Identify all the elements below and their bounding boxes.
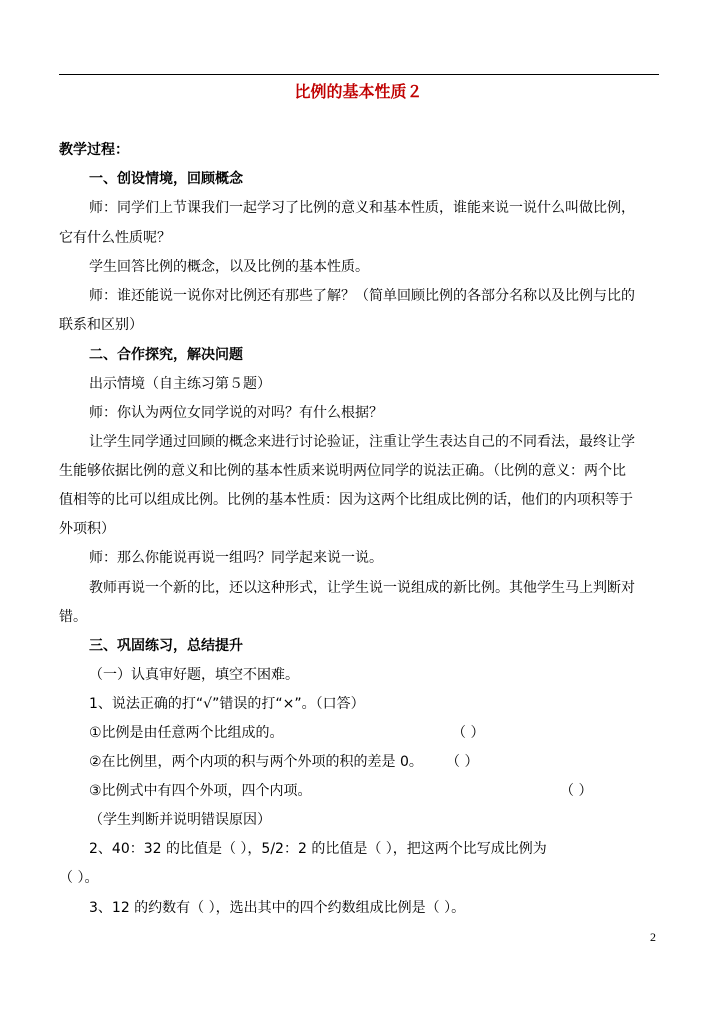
answer-blank: （ ）	[560, 783, 593, 799]
paragraph-line: 教师再说一个新的比，还以这种形式，让学生说一说组成的新比例。其他学生马上判断对	[89, 580, 635, 596]
exercise-question-2: 2、40：32 的比值是（ ），5/2：2 的比值是（ ），把这两个比写成比例为	[89, 841, 547, 857]
exercise-item: ①比例是由任意两个比组成的。	[89, 725, 284, 741]
paragraph-line: 值相等的比可以组成比例。比例的基本性质：因为这两个比组成比例的话，他们的内项积等于	[59, 492, 633, 508]
paragraph-line: 外项积）	[59, 521, 115, 537]
answer-blank: （ ）	[446, 754, 479, 770]
page-number: 2	[650, 930, 656, 944]
answer-blank: （ ）	[452, 725, 485, 741]
paragraph-line: 师：你认为两位女同学说的对吗？有什么根据？	[89, 405, 383, 421]
section-heading-3: 三、巩固练习，总结提升	[89, 638, 243, 654]
paragraph-line: 它有什么性质呢？	[59, 230, 171, 246]
section-teaching-process: 教学过程：	[59, 142, 129, 158]
paragraph-line: 让学生同学通过回顾的概念来进行讨论验证，注重让学生表达自己的不同看法，最终让学	[89, 434, 635, 450]
paragraph-line: 师：谁还能说一说你对比例还有那些了解？（简单回顾比例的各部分名称以及比例与比的	[89, 288, 635, 304]
exercise-item: ③比例式中有四个外项，四个内项。	[89, 783, 312, 799]
exercise-subheading: （一）认真审好题，填空不困难。	[89, 667, 299, 683]
paragraph-line: 错。	[59, 609, 87, 625]
header-rule	[59, 74, 659, 75]
exercise-question-1: 1、说法正确的打“√”错误的打“×”。（口答）	[89, 696, 365, 712]
exercise-question-3: 3、12 的约数有（ ），选出其中的四个约数组成比例是（ ）。	[89, 900, 466, 916]
page-title: 比例的基本性质２	[294, 82, 423, 101]
paragraph-line: 联系和区别）	[59, 317, 143, 333]
paragraph-line: 学生回答比例的概念，以及比例的基本性质。	[89, 259, 369, 275]
paragraph-line: 师：那么你能说再说一组吗？同学起来说一说。	[89, 550, 383, 566]
exercise-item: ②在比例里，两个内项的积与两个外项的积的差是 0。	[89, 754, 423, 770]
section-heading-2: 二、合作探究，解决问题	[89, 347, 243, 363]
paragraph-line: 生能够依据比例的意义和比例的基本性质来说明两位同学的说法正确。（比例的意义：两个比	[59, 463, 626, 479]
exercise-question-2-cont: （ ）。	[59, 870, 99, 886]
paragraph-line: 师：同学们上节课我们一起学习了比例的意义和基本性质，谁能来说一说什么叫做比例，	[89, 200, 635, 216]
section-heading-1: 一、创设情境，回顾概念	[89, 171, 243, 187]
exercise-note: （学生判断并说明错误原因）	[89, 812, 271, 828]
paragraph-line: 出示情境（自主练习第５题）	[89, 376, 271, 392]
